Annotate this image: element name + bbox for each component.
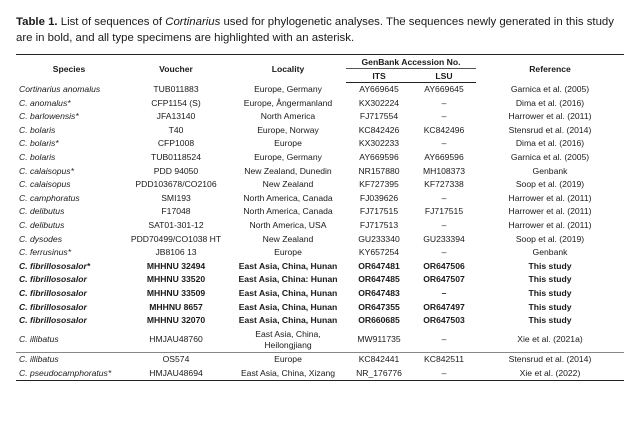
reference-cell: Genbank [532,247,568,258]
reference-cell: Dima et al. (2016) [515,97,585,108]
lsu-cell: – [441,111,447,122]
table-row [16,260,624,274]
locality-cell: North America, USA [249,219,327,230]
voucher-cell: SMI193 [161,192,191,203]
table-row [16,178,624,192]
locality-cell: Europe, Ångermanland [243,97,333,108]
voucher-cell: TUB011883 [153,83,199,94]
its-cell: FJ717513 [359,219,399,230]
sequences-table [16,54,624,381]
species-cell: C. illibatus [16,353,122,367]
voucher-cell: CFP1154 (S) [151,97,201,108]
its-cell: KF727395 [359,179,399,190]
reference-cell: This study [528,301,572,312]
its-cell: OR647355 [358,301,400,312]
lsu-cell: AY669645 [424,84,464,94]
lsu-cell: – [441,97,447,108]
voucher-cell: F17048 [161,206,191,217]
lsu-cell: KF727338 [424,179,464,190]
voucher-cell: CFP1008 [157,138,195,149]
reference-cell: Harrower et al. (2011) [508,192,592,203]
its-cell: KC842426 [358,124,400,135]
table-row [16,83,624,97]
locality-cell: East Asia, China, Hunan [238,315,338,326]
table-body [16,83,624,381]
lsu-cell: – [412,367,476,381]
header-reference: Reference [476,55,624,83]
reference-cell: Soop et al. (2019) [515,179,585,190]
reference-cell: This study [528,315,572,326]
table-caption [16,14,624,46]
locality-cell: North America, Canada [243,192,333,203]
lsu-cell: AY669596 [424,151,464,162]
header-locality: Locality [230,55,346,83]
locality-cell: East Asia, China, Hunan [238,260,338,271]
locality-cell: Europe [230,353,346,367]
its-cell: FJ717554 [359,111,399,122]
voucher-cell: JB8106 13 [155,247,197,258]
its-cell: NR157880 [358,165,400,176]
species-cell: C. illibatus [19,334,59,345]
reference-cell: Dima et al. (2016) [515,138,585,149]
reference-cell: This study [528,287,572,298]
lsu-cell: KC842496 [423,124,465,135]
species-cell: C. camphoratus [19,192,80,203]
lsu-cell: – [441,334,447,345]
reference-cell: Xie et al. (2022) [476,367,624,381]
its-cell: AY669596 [359,151,399,162]
header-its: ITS [346,69,412,83]
voucher-cell: MHHNU 33509 [146,287,206,298]
voucher-cell: MHHNU 32070 [146,315,206,326]
voucher-cell: OS574 [122,353,230,367]
table-row [16,192,624,206]
reference-cell: Stensrud et al. (2014) [476,353,624,367]
table-row [16,205,624,219]
its-cell: OR660685 [358,315,400,326]
caption-genus: Cortinarius [165,16,221,28]
voucher-cell: MHHNU 8657 [149,301,203,312]
lsu-cell: FJ717515 [424,206,464,217]
table-row [16,219,624,233]
table-row [16,273,624,287]
its-cell: GU233340 [358,233,400,244]
species-cell: C. calaisopus [19,179,71,190]
locality-cell: East Asia, China, Heilongjiang [255,328,321,350]
locality-cell: East Asia, China, Xizang [230,367,346,381]
locality-cell: East Asia, China, Hunan [238,287,338,298]
species-cell: C. ferrusinus* [19,247,72,258]
table-row [16,287,624,301]
voucher-cell: MHHNU 33520 [146,274,206,285]
species-cell: C. fibrillososalor [19,274,87,285]
species-cell: C. bolaris [19,151,56,162]
lsu-cell: OR647507 [423,274,465,285]
table-row [16,151,624,165]
voucher-cell: PDD 94050 [153,165,199,176]
lsu-cell: – [441,247,447,258]
its-cell: OR647483 [358,287,400,298]
voucher-cell: PDD70499/CO1038 HT [130,233,222,244]
lsu-cell: OR647503 [423,315,465,326]
reference-cell: Genbank [532,165,568,176]
reference-cell: Soop et al. (2019) [515,233,585,244]
its-cell: MW911735 [357,334,401,345]
locality-cell: Europe, Germany [254,83,322,94]
locality-cell: New Zealand [262,179,314,190]
species-cell: Cortinarius anomalus [19,83,101,94]
table-row [16,314,624,328]
lsu-cell: – [441,287,447,298]
header-lsu: LSU [412,69,476,83]
species-cell: C. barlowensis* [19,111,79,122]
species-cell: C. calaisopus* [19,165,74,176]
species-cell: C. fibrillososalor [19,301,87,312]
lsu-cell: – [441,219,447,230]
table-row [16,246,624,260]
locality-cell: East Asia, China, Hunan [238,301,338,312]
lsu-cell: OR647497 [423,301,465,312]
header-voucher: Voucher [122,55,230,83]
voucher-cell: PDD103678/CO2106 [135,179,217,190]
its-cell: OR647481 [358,260,400,271]
reference-cell: Xie et al. (2021a) [517,334,583,345]
locality-cell: Europe, Germany [254,151,322,162]
its-cell: NR_176776 [346,367,412,381]
lsu-cell: – [441,192,447,203]
voucher-cell: TUB0118524 [150,151,201,162]
voucher-cell: HMJAU48760 [149,334,203,345]
locality-cell: North America, Canada [243,206,333,217]
lsu-cell: OR647506 [423,260,465,271]
its-cell: KY657254 [358,247,400,258]
its-cell: FJ717515 [359,206,399,217]
table-row [16,328,624,353]
species-cell: C. dysodes [19,233,62,244]
table-row [16,110,624,124]
its-cell: KC842441 [346,353,412,367]
reference-cell: Stensrud et al. (2014) [508,124,592,135]
table-row [16,165,624,179]
caption-text-1: List of sequences of [57,16,166,28]
reference-cell: This study [528,260,572,271]
locality-cell: New Zealand [262,233,314,244]
reference-cell: This study [528,274,572,285]
locality-cell: Europe, Norway [257,124,319,135]
its-cell: OR647485 [358,274,400,285]
reference-cell: Harrower et al. (2011) [508,206,592,217]
species-cell: C. anomalus* [19,97,71,108]
lsu-cell: – [441,138,447,149]
species-cell: C. delibutus [19,206,65,217]
voucher-cell: T40 [168,124,184,135]
voucher-cell: JFA13140 [156,111,196,122]
table-row [16,137,624,151]
table-row [16,97,624,111]
species-cell: C. pseudocamphoratus* [16,367,122,381]
reference-cell: Garnica et al. (2005) [510,151,590,162]
its-cell: KX302224 [358,97,400,108]
table-row [16,353,624,367]
lsu-cell: KC842511 [412,353,476,367]
species-cell: C. bolaris [19,124,56,135]
its-cell: FJ039626 [359,192,399,203]
its-cell: KX302233 [358,138,400,149]
table-row [16,124,624,138]
reference-cell: Garnica et al. (2005) [510,83,590,94]
header-genbank: GenBank Accession No. [346,55,476,69]
caption-text-2: used for phylogenetic analyses. The sequences newly generated in this study are in bold, and all type specimens are highlighted with an asterisk. [16,16,614,44]
locality-cell: North America [260,111,316,122]
voucher-cell: HMJAU48694 [122,367,230,381]
voucher-cell: SAT01-301-12 [148,219,204,230]
locality-cell: New Zealand, Dunedin [244,165,332,176]
lsu-cell: MH108373 [422,165,466,176]
table-row [16,301,624,315]
lsu-cell: GU233394 [423,233,465,244]
species-cell: C. fibrillososalor [19,315,87,326]
its-cell: AY669645 [359,84,399,94]
species-cell: C. bolaris* [19,138,59,149]
species-cell: C. fibrillososalor* [19,260,91,271]
table-row [16,367,624,381]
table-row [16,233,624,247]
header-species: Species [16,55,122,83]
species-cell: C. fibrillososalor [19,287,87,298]
locality-cell: East Asia, China: Hunan [238,274,338,285]
voucher-cell: MHHNU 32494 [146,260,206,271]
reference-cell: Harrower et al. (2011) [508,219,592,230]
table-label: Table 1. [16,16,58,28]
species-cell: C. delibutus [19,219,65,230]
locality-cell: Europe [274,247,302,258]
reference-cell: Harrower et al. (2011) [508,111,592,122]
locality-cell: Europe [274,138,302,149]
